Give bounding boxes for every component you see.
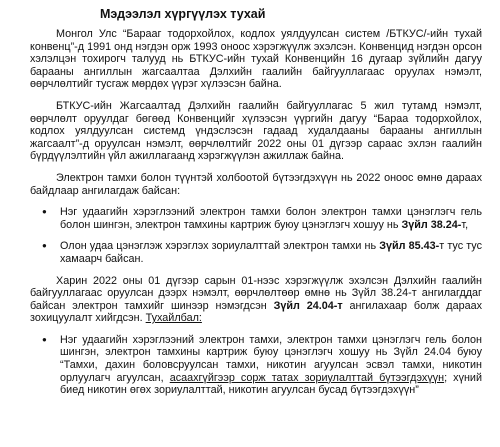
list-item-text: Нэг удаагийн хэрэглээний электрон тамхи болон электрон тамхи цэнэглэгч гель болон шингэн, электрон тамхины картриж буюу цэнэглэгч хошуу нь (60, 206, 482, 231)
list-item (30, 334, 482, 397)
list-item-text: Нэг удаагийн хэрэглээний электрон тамхи, электрон тамхи цэнэглэгч гель болон шингэн, электрон тамхины картриж буюу цэнэглэгч хошуу нь Зүйл 24.04 буюу “Тамхи, дахин боловсруулсан тамхи, никотин агуулсан эсвэл тамхи, никотин орлуулагч агуулсан, (60, 333, 482, 384)
underlined-for-example: Тухайлбал: (145, 312, 202, 325)
paragraph-convention: Монгол Улс “Барааг тодорхойлох, кодлох уялдуулсан систем /БТКУС/-ийн тухай конвенц”-д 1991 онд нэгдэн орж 1993 оноос хэрэгжүүлж эхэлсэн. Конвенцид нэгдэн орсон хэлэлцэн тохирогч талууд нь БТКУС-ийн тухай Конвенцийн 16 дугаар зүйлийн дагуу барааны ангиллын жагсаалтаа Дэлхийн гаалийн байгууллагаас оруулах нэмэлт, өөрчлөлтийг тусгаж мөрдөх үүрэг хүлээсэн байна. (30, 28, 482, 91)
list-new-classification (30, 334, 482, 397)
list-item-text-end: т тус тус хамаарч байсан. (60, 240, 482, 265)
list-item-text-end: ; хүний биед никотин өгөх зориулалттай, никотин агуулсан бусад бүтээгдэхүүн” (60, 371, 482, 397)
list-item (30, 240, 482, 265)
document-title: Мэдээлэл хүргүүлэх тухай (100, 7, 266, 21)
list-item-text-end: т, (461, 218, 469, 231)
paragraph-2022-change (30, 275, 482, 325)
list-item (30, 206, 482, 231)
list-item-text: Олон удаа цэнэглэж хэрэглэх зориулалттай электрон тамхи нь (60, 240, 380, 253)
list-prior-classification (30, 206, 482, 265)
heading-ref-2404: Зүйл 24.04-т (273, 299, 343, 312)
paragraph-text: Харин 2022 оны 01 дүгээр сарын 01-нээс хэрэгжүүлж эхэлсэн Дэлхийн гаалийн байгууллагаас оруулсан дээрх нэмэлт, өөрчлөлтөөр өмнө нь Зүйл 38.24-т ангилагддаг байсан электрон тамхийг шинээр нэмэгдсэн (30, 274, 482, 312)
paragraph-text-mid: ангилахаар болж дараах зохицуулалт хийгдсэн. (30, 299, 482, 325)
underlined-phrase: асаахгүйгээр сорж татах зориулалттай бүтээгдэхүүн (169, 371, 445, 384)
heading-ref-8543: Зүйл 85.43- (379, 240, 440, 253)
paragraph-hs-amendments: БТКУС-ийн Жагсаалтад Дэлхийн гаалийн байгууллагас 5 жил тутамд нэмэлт, өөрчлөлт оруулдаг бөгөөд Конвенцийг хүлээсэн үүргийн дагуу “Бараа тодорхойлох, кодлох уялдуулсан системд үндэслэсэн гадаад худалдааны барааны ангиллын жагсаалт”-д оруулсан нэмэлт, өөрчлөлтийг 2022 оны 01 дүгээр сараас эхлэн гаалийн бүрдүүлэлтийн үйл ажиллагаанд хэрэгжүүлэн ажиллаж байна. (30, 99, 482, 163)
paragraph-ecig-before-2022: Электрон тамхи болон түүнтэй холбоотой бүтээгдэхүүн нь 2022 оноос өмнө дараах байдлаар ангилагдаж байсан: (30, 171, 482, 197)
heading-ref-3824: Зүйл 38.24- (401, 218, 462, 231)
